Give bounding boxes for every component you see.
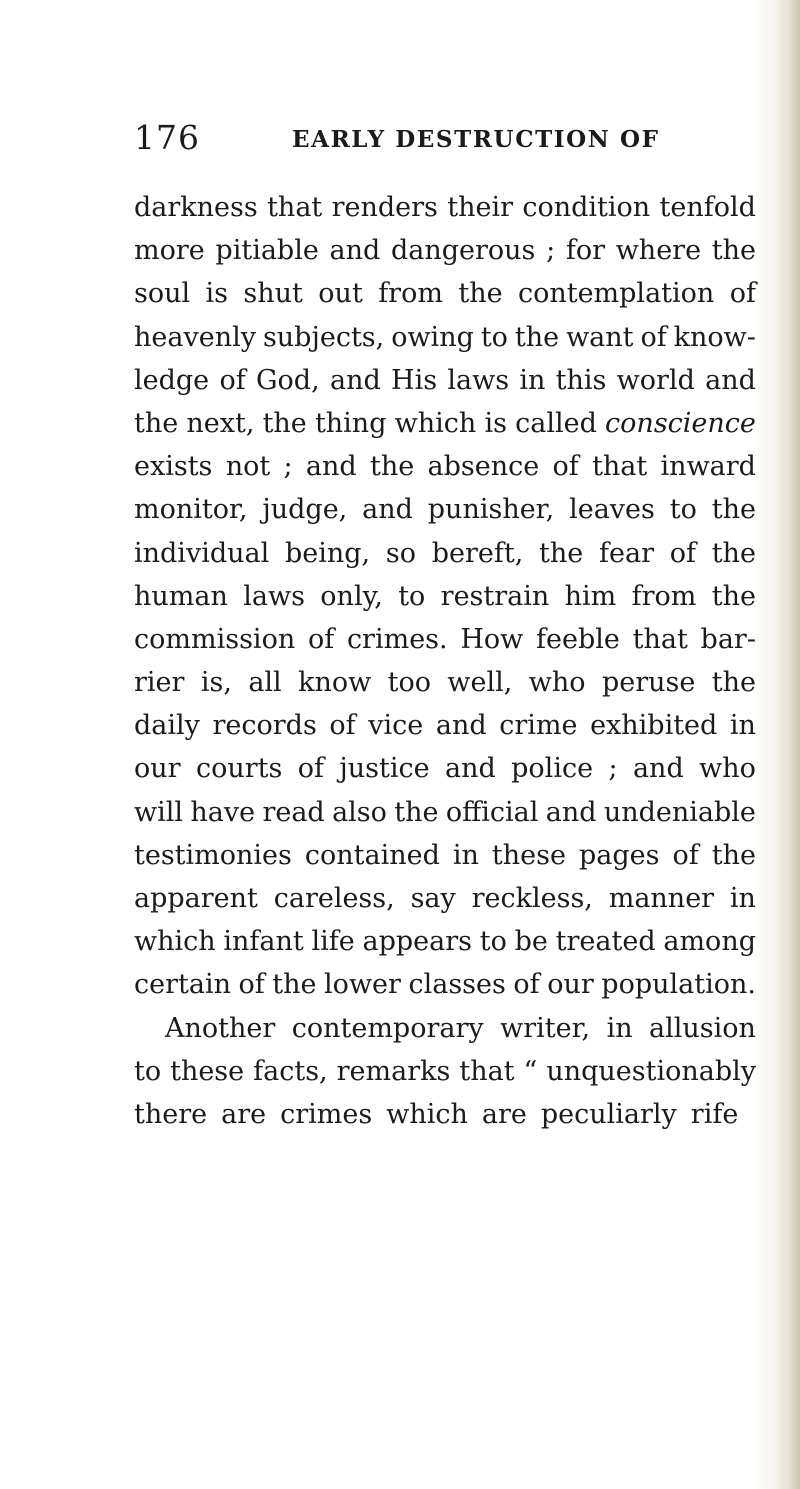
text-word: judge, [262, 494, 348, 526]
text-word: “ [523, 1055, 538, 1087]
text-word: are [481, 1098, 527, 1130]
text-word: the [458, 278, 503, 310]
text-word: which [134, 926, 216, 958]
text-word: of [307, 623, 335, 655]
text-word: human [134, 580, 228, 612]
text-word: rife [690, 1098, 739, 1130]
text-word: of [552, 451, 579, 483]
text-word: How [460, 623, 524, 655]
text-word: of [219, 364, 246, 396]
text-word: facts, [253, 1055, 328, 1087]
text-line [134, 229, 756, 272]
text-word: individual [134, 537, 270, 569]
text-word: and [705, 364, 756, 396]
text-word: contained [304, 839, 440, 871]
text-line [134, 575, 756, 618]
text-word: know [298, 667, 372, 699]
text-word: more [134, 235, 205, 267]
text-word: apparent [134, 883, 258, 914]
text-word: the [711, 667, 756, 699]
text-word: from [631, 580, 697, 612]
text-word: in [729, 883, 756, 914]
text-word: world [616, 364, 695, 396]
text-word: the [262, 407, 307, 439]
text-word: writer, [500, 1012, 591, 1044]
text-word: ; [283, 451, 293, 483]
text-word: owing [391, 321, 474, 353]
text-word: in [519, 364, 546, 396]
text-word: are [221, 1098, 267, 1130]
text-word: crimes [280, 1098, 373, 1130]
text-word: allusion [649, 1012, 756, 1044]
text-word: absence [427, 451, 540, 483]
text-word: only, [320, 580, 383, 612]
text-word: peculiarly [540, 1098, 677, 1130]
text-word: that [459, 1055, 515, 1087]
text-word: from [378, 278, 443, 310]
text-word: darkness [134, 192, 258, 223]
text-word: is, [200, 667, 232, 699]
text-word: vice [368, 710, 424, 742]
text-word: bereft, [431, 537, 524, 569]
text-word: of [672, 839, 699, 871]
text-line [134, 488, 756, 531]
text-word: which [386, 1098, 468, 1130]
text-line [134, 359, 756, 402]
text-word: daily [134, 710, 200, 742]
text-line [134, 747, 756, 790]
page-number: 176 [134, 118, 200, 157]
text-word: of [640, 321, 667, 353]
text-word: reckless, [471, 883, 593, 914]
text-word: these [491, 839, 566, 871]
text-word: all [248, 667, 282, 699]
text-word: which [394, 407, 477, 439]
text-word: tenfold [659, 192, 756, 223]
text-word: exists [134, 451, 213, 483]
text-line [134, 618, 756, 661]
text-line [134, 834, 756, 877]
text-word: of [297, 753, 324, 785]
text-word: ; [608, 753, 618, 785]
text-word: of [513, 969, 540, 1001]
text-word: who [528, 667, 586, 699]
text-word: pitiable [215, 235, 319, 267]
text-word: contemporary [291, 1012, 484, 1044]
text-word: testimonies [134, 839, 292, 871]
text-word: there [134, 1098, 208, 1130]
text-word: their [447, 192, 514, 223]
text-word: and [435, 710, 487, 742]
text-word: being, [284, 537, 371, 569]
text-word: life [311, 926, 355, 958]
text-word: is [205, 278, 229, 310]
text-word: to [480, 321, 508, 353]
text-word: ; [546, 235, 556, 267]
text-line [134, 445, 756, 488]
text-word: shut [243, 278, 303, 310]
text-word: the [539, 537, 584, 569]
text-word: our [134, 753, 181, 785]
text-word: him [564, 580, 617, 612]
text-word: certain [134, 969, 231, 1001]
text-line [134, 1007, 756, 1050]
text-word: will [134, 796, 184, 828]
text-word: too [387, 667, 432, 699]
text-line [134, 316, 756, 359]
text-line [134, 704, 756, 747]
text-word: condition [522, 192, 651, 223]
text-word: undeniable [603, 796, 756, 828]
text-word: the [711, 235, 756, 267]
text-word: the [394, 796, 439, 828]
text-word: commission [134, 623, 296, 655]
text-word: have [190, 796, 256, 828]
text-word: to [669, 494, 697, 526]
text-word: so [385, 537, 416, 569]
text-word: courts [195, 753, 283, 785]
text-line [134, 1050, 756, 1093]
text-word: our [547, 969, 594, 1001]
text-word: heavenly [134, 321, 256, 353]
text-word: and [362, 494, 413, 526]
text-word: and [632, 753, 684, 785]
text-word: population. [601, 969, 756, 1001]
text-word: not [225, 451, 271, 483]
text-word: that [632, 623, 688, 655]
text-word: fear [599, 537, 654, 569]
text-word: leaves [569, 494, 655, 526]
text-line [134, 532, 756, 575]
text-word: and [329, 235, 381, 267]
page-edge-shadow [774, 0, 800, 1489]
text-word: ledge [134, 364, 210, 396]
text-word: in [452, 839, 479, 871]
text-word: want [566, 321, 634, 353]
text-word: say [410, 883, 456, 914]
text-word: records [212, 710, 317, 742]
body-text [134, 186, 756, 1136]
text-word: infant [223, 926, 304, 958]
text-word: to [398, 580, 426, 612]
text-word: for [565, 235, 606, 267]
text-word: to [134, 1055, 162, 1087]
text-line [134, 272, 756, 315]
text-word: soul [134, 278, 191, 310]
text-word: that [592, 451, 648, 483]
text-word: lower [324, 969, 401, 1001]
text-line [134, 402, 756, 445]
text-word: classes [408, 969, 506, 1001]
text-word: laws [243, 580, 305, 612]
text-word: the [711, 580, 756, 612]
text-word: is [484, 407, 507, 439]
text-word: crimes. [346, 623, 448, 655]
text-word: next, [186, 407, 255, 439]
text-word: and [329, 364, 381, 396]
text-word: exhibited [590, 710, 718, 742]
text-word: feeble [536, 623, 620, 655]
text-word: out [318, 278, 363, 310]
text-word: Another [165, 1012, 276, 1044]
text-word: also [332, 796, 387, 828]
text-word: inward [660, 451, 756, 483]
text-word: treated [555, 926, 656, 958]
text-word: monitor, [134, 494, 248, 526]
text-word: to [479, 926, 507, 958]
text-word: police [511, 753, 594, 785]
text-word: renders [331, 192, 438, 223]
text-word: the [711, 537, 756, 569]
text-word: restrain [440, 580, 550, 612]
text-word: this [555, 364, 607, 396]
text-word: pages [578, 839, 660, 871]
text-word: conscience [605, 407, 756, 439]
text-word: unquestionably [546, 1055, 756, 1087]
text-line [134, 661, 756, 704]
text-word: in [729, 710, 756, 742]
text-word: rier [134, 667, 185, 699]
text-word: that [267, 192, 323, 223]
text-word: thing [314, 407, 387, 439]
text-word: of [669, 537, 696, 569]
text-line [134, 877, 756, 920]
text-word: be [514, 926, 548, 958]
text-word: subjects, [262, 321, 385, 353]
text-word: official [445, 796, 539, 828]
text-word: the [272, 969, 317, 1001]
text-word: where [615, 235, 702, 267]
text-word: of [238, 969, 265, 1001]
text-word: and [444, 753, 496, 785]
text-word: remarks [336, 1055, 451, 1087]
text-word: justice [339, 753, 430, 785]
text-word: contemplation [517, 278, 715, 310]
text-word: among [663, 926, 756, 958]
text-word: the [369, 451, 415, 483]
text-line [134, 1093, 756, 1136]
text-word: the [711, 839, 756, 871]
text-word: well, [447, 667, 513, 699]
text-word: who [699, 753, 756, 785]
text-word: appears [362, 926, 473, 958]
text-word: manner [608, 883, 715, 914]
text-line [134, 920, 756, 963]
text-word: God, [255, 364, 320, 396]
text-word: these [170, 1055, 245, 1087]
text-word: the [711, 494, 756, 526]
text-line [134, 186, 756, 229]
text-word: punisher, [427, 494, 555, 526]
page-header [134, 118, 754, 162]
text-word: careless, [273, 883, 395, 914]
text-word: the [514, 321, 560, 353]
text-line [134, 963, 756, 1006]
text-word: and [305, 451, 357, 483]
text-word: of [729, 278, 756, 310]
text-word: in [606, 1012, 633, 1044]
text-word: and [545, 796, 597, 828]
text-line [134, 791, 756, 834]
text-word: His [391, 364, 438, 396]
text-word: of [329, 710, 356, 742]
text-word: peruse [601, 667, 696, 699]
text-word: know- [673, 321, 756, 353]
text-word: read [262, 796, 325, 828]
text-word: dangerous [390, 235, 536, 267]
running-head: EARLY DESTRUCTION OF [292, 126, 660, 153]
text-word: crime [499, 710, 578, 742]
text-word: bar- [700, 623, 756, 655]
text-word: the [134, 407, 179, 439]
text-word: laws [447, 364, 510, 396]
text-word: called [515, 407, 597, 439]
